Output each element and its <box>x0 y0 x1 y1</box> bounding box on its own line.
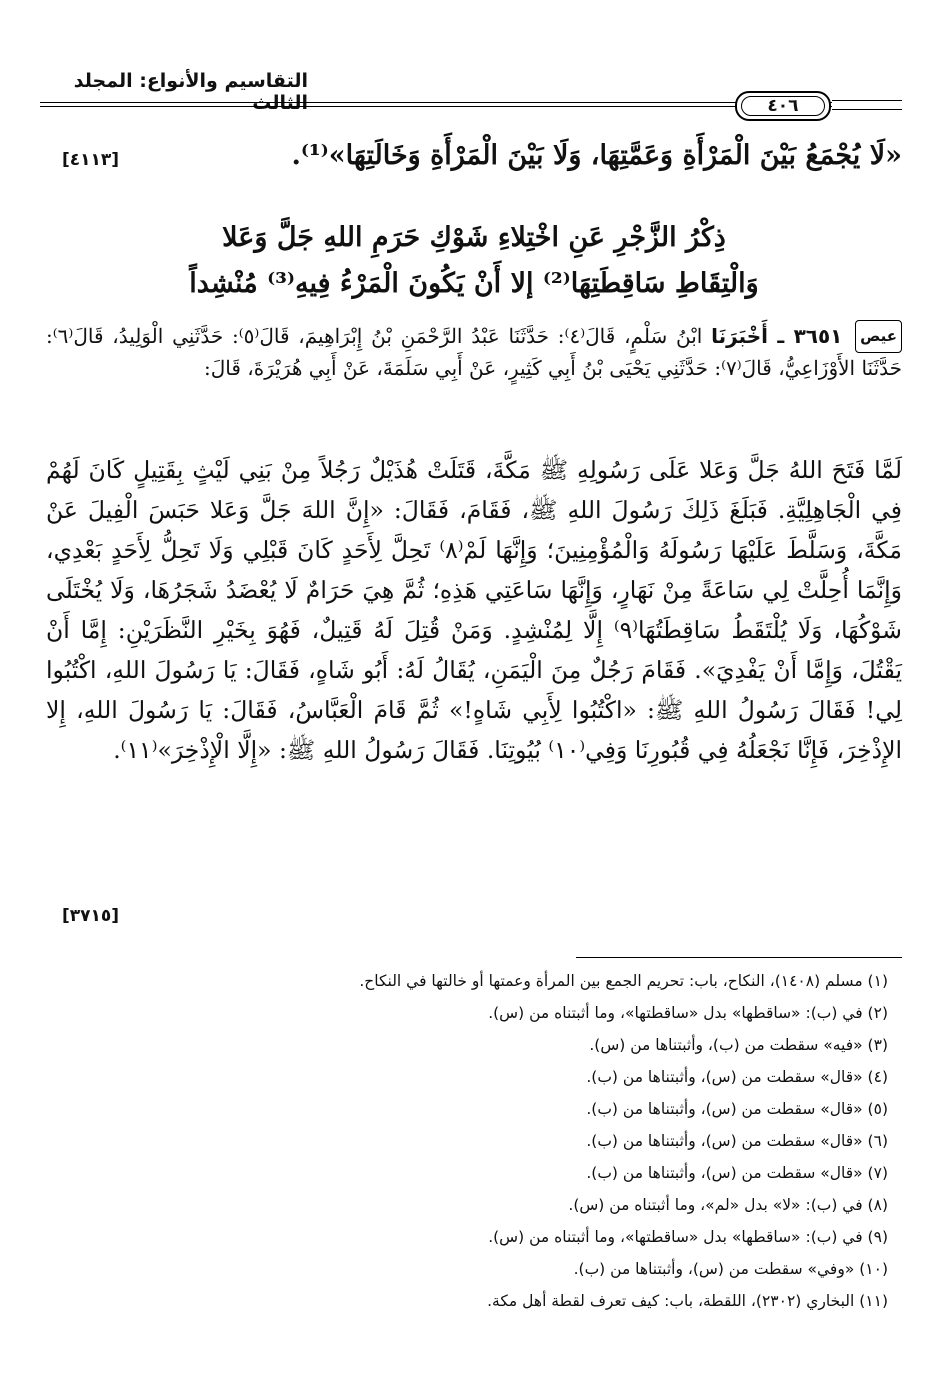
footnote-9: (٩) في (ب): «ساقطها» بدل «ساقطتها»، وما أثبتناه من (س). <box>488 1228 888 1246</box>
footnote-separator <box>576 957 902 958</box>
chapter-heading-line1: ذِكْرُ الزَّجْرِ عَنِ اخْتِلاءِ شَوْكِ حَرَمِ اللهِ جَلَّ وَعَلا <box>222 222 726 253</box>
footnote-7: (٧) «قال» سقطت من (س)، وأثبتناها من (ب). <box>586 1164 888 1182</box>
grading-badge: عيص <box>855 320 902 353</box>
top-hadith-reference: [٤١١٣] <box>62 150 120 170</box>
footnote-1: (١) مسلم (١٤٠٨)، النكاح، باب: تحريم الجمع بين المرأة وعمتها أو خالتها في النكاح. <box>359 972 888 990</box>
page-number-frame <box>735 91 831 121</box>
chapter-heading-line2: وَالْتِقَاطِ سَاقِطَتِهَا⁽²⁾ إلا أَنْ يَكُونَ الْمَرْءُ فِيهِ⁽³⁾ مُنْشِداً <box>189 268 759 299</box>
footnote-4: (٤) «قال» سقطت من (س)، وأثبتناها من (ب). <box>586 1068 888 1086</box>
footnote-5: (٥) «قال» سقطت من (س)، وأثبتناها من (ب). <box>586 1100 888 1118</box>
matn-hadith-reference: [٣٧١٥] <box>62 906 120 926</box>
page-number: ٤٠٦ <box>741 96 825 116</box>
top-hadith-text: «لَا يُجْمَعُ بَيْنَ الْمَرْأَةِ وَعَمَّتِهَا، وَلَا بَيْنَ الْمَرْأَةِ وَخَالَتِهَا»⁽¹⁾. <box>291 140 902 171</box>
footnote-3: (٣) «فيه» سقطت من (ب)، وأثبتناها من (س). <box>589 1036 888 1054</box>
footnote-6: (٦) «قال» سقطت من (س)، وأثبتناها من (ب). <box>586 1132 888 1150</box>
isnad-text: ابْنُ سَلْمٍ، قَالَ⁽٤⁾: حَدَّثَنَا عَبْدُ الرَّحْمَنِ بْنُ إِبْرَاهِيمَ، قَالَ⁽٥⁾: حَدَّثَنِي الْوَلِيدُ، قَالَ⁽٦⁾: حَدَّثَنَا الأَوْزَاعِيُّ، قَالَ⁽٧⁾: حَدَّثَنِي يَحْيَى بْنُ أَبِي كَثِيرٍ، عَنْ أَبِي سَلَمَةَ، عَنْ أَبِي هُرَيْرَةَ، قَالَ: <box>46 324 902 380</box>
footnotes-list <box>60 965 888 1317</box>
footnote-10: (١٠) «وفي» سقطت من (س)، وأثبتناها من (ب). <box>573 1260 888 1278</box>
footnote-8: (٨) في (ب): «لا» بدل «لم»، وما أثبتناه من (س). <box>568 1196 888 1214</box>
hadith-number: ٣٦٥١ ـ أَخْبَرَنَا <box>711 324 843 348</box>
footnote-2: (٢) في (ب): «ساقطها» بدل «ساقطتها»، وما أثبتناه من (س). <box>488 1004 888 1022</box>
header-ornament-bar <box>832 100 902 110</box>
matn-paragraph: لَمَّا فَتَحَ اللهُ جَلَّ وَعَلا عَلَى رَسُولِهِ ﷺ مَكَّةَ، قَتَلَتْ هُذَيْلٌ رَجُلاً مِنْ بَنِي لَيْثٍ بِقَتِيلٍ كَانَ لَهُمْ فِي الْجَاهِلِيَّةِ. فَبَلَغَ ذَلِكَ رَسُولَ اللهِ ﷺ، فَقَامَ، فَقَالَ: «إِنَّ اللهَ جَلَّ وَعَلا حَبَسَ الْفِيلَ عَنْ مَكَّةَ، وَسَلَّطَ عَلَيْهَا رَسُولَهُ وَالْمُؤْمِنِينَ؛ وَإِنَّهَا لَمْ⁽٨⁾ تَحِلَّ لِأَحَدٍ كَانَ قَبْلِي وَلَا تَحِلُّ لِأَحَدٍ بَعْدِي، وَإِنَّمَا أُحِلَّتْ لِي سَاعَةً مِنْ نَهَارٍ، وَإِنَّهَا سَاعَتِي هَذِهِ؛ ثُمَّ هِيَ حَرَامٌ لَا يُعْضَدُ شَجَرُهَا، وَلَا يُخْتَلَى شَوْكُهَا، وَلَا يُلْتَقَطُ سَاقِطَتُهَا⁽٩⁾ إِلَّا لِمُنْشِدٍ. وَمَنْ قُتِلَ لَهُ قَتِيلٌ، فَهُوَ بِخَيْرِ النَّظَرَيْنِ: إِمَّا أَنْ يَقْتُلَ، وَإِمَّا أَنْ يَفْدِيَ». فَقَامَ رَجُلٌ مِنَ الْيَمَنِ، يُقَالُ لَهُ: أَبُو شَاهٍ، فَقَالَ: يَا رَسُولَ اللهِ، اكْتُبُوا لِي! فَقَالَ رَسُولُ اللهِ ﷺ: «اكْتُبُوا لِأَبِي شَاهٍ!» ثُمَّ قَامَ الْعَبَّاسُ، فَقَالَ: يَا رَسُولَ اللهِ، إِلا الإِذْخِرَ، فَإِنَّا نَجْعَلُهُ فِي قُبُورِنَا وَفِي⁽١٠⁾ بُيُوتِنَا. فَقَالَ رَسُولُ اللهِ ﷺ: «إِلَّا الْإِذْخِرَ»⁽١١⁾. <box>46 456 902 764</box>
isnad-paragraph <box>46 320 902 384</box>
running-title: التقاسيم والأنواع: المجلد الثالث <box>73 70 308 114</box>
footnote-11: (١١) البخاري (٢٣٠٢)، اللقطة، باب: كيف تعرف لقطة أهل مكة. <box>487 1292 888 1310</box>
